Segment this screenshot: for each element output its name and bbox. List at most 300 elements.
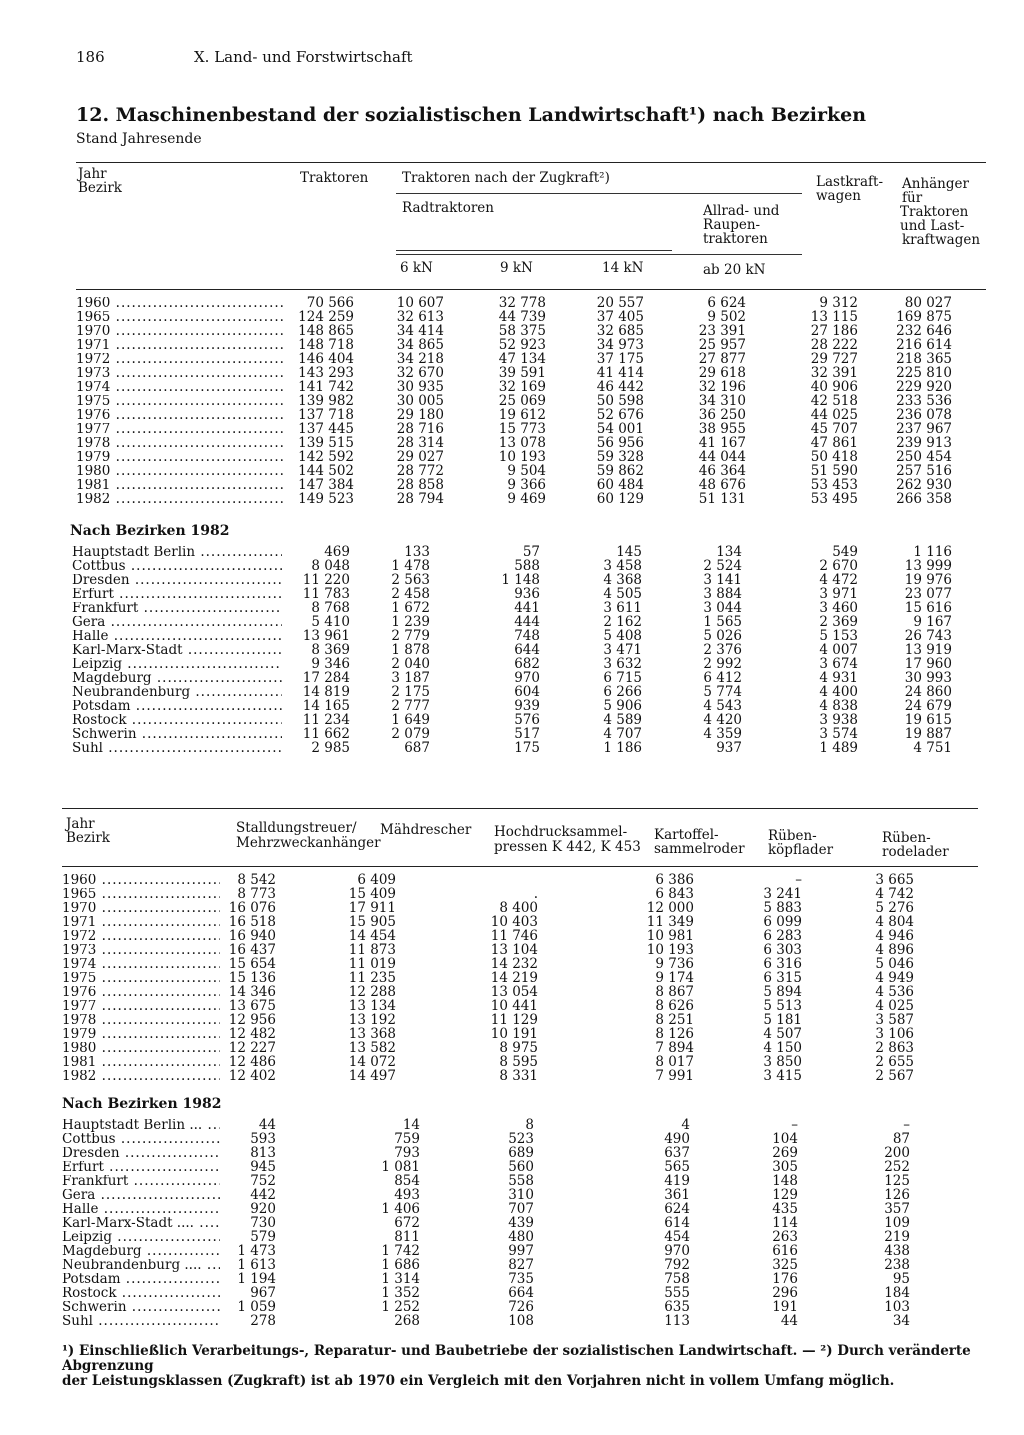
cell: 296 — [772, 1285, 798, 1301]
cell: 748 — [514, 628, 540, 644]
cell: 11 220 — [302, 572, 350, 588]
cell: 635 — [664, 1299, 690, 1315]
cell: 46 364 — [698, 463, 746, 479]
cell: 34 414 — [396, 323, 444, 339]
cell: 4 949 — [875, 970, 914, 986]
cell: 70 566 — [306, 295, 354, 311]
cell: 6 386 — [655, 872, 694, 888]
cell: 8 975 — [499, 1040, 538, 1056]
cell: 945 — [250, 1159, 276, 1175]
cell: 1 649 — [391, 712, 430, 728]
cell: 6 266 — [603, 684, 642, 700]
cell: 305 — [772, 1159, 798, 1175]
cell: 239 913 — [896, 435, 952, 451]
t1-head-bezirk: Bezirk — [78, 180, 122, 196]
cell: 32 196 — [698, 379, 746, 395]
cell: 8 — [525, 1117, 534, 1133]
t2-head-rr1: Rüben- — [882, 830, 931, 846]
cell: 435 — [772, 1201, 798, 1217]
cell: 1 613 — [237, 1257, 276, 1273]
cell: 4 359 — [703, 726, 742, 742]
cell: 8 048 — [311, 558, 350, 574]
cell: 59 862 — [596, 463, 644, 479]
cell: 672 — [394, 1215, 420, 1231]
cell: 1 742 — [381, 1243, 420, 1259]
cell: 143 293 — [298, 365, 354, 381]
cell: 129 — [772, 1187, 798, 1203]
cell: 8 017 — [655, 1054, 694, 1070]
row-label: 1975 ..... — [76, 395, 286, 408]
row-label: Gera ..... — [62, 1189, 220, 1202]
cell: 967 — [250, 1285, 276, 1301]
cell: 1 878 — [391, 642, 430, 658]
table-row — [0, 658, 1024, 671]
cell: 30 935 — [396, 379, 444, 395]
cell: 565 — [664, 1159, 690, 1175]
cell: 1 473 — [237, 1243, 276, 1259]
cell: 87 — [892, 1131, 910, 1147]
row-label: Schwerin ..... — [62, 1301, 220, 1314]
cell: 25 957 — [698, 337, 746, 353]
table-row — [0, 588, 1024, 601]
cell: 1 081 — [381, 1159, 420, 1175]
row-label: 1972 ..... — [76, 353, 286, 366]
cell: 8 542 — [237, 872, 276, 888]
cell: 604 — [514, 684, 540, 700]
cell: 263 — [772, 1229, 798, 1245]
table2-header-rule — [62, 866, 978, 867]
cell: 11 783 — [302, 586, 350, 602]
cell: 3 415 — [763, 1068, 802, 1084]
cell: 16 437 — [228, 942, 276, 958]
cell: 13 961 — [302, 628, 350, 644]
cell: 644 — [514, 642, 540, 658]
cell: 10 193 — [498, 449, 546, 465]
cell: 11 873 — [348, 942, 396, 958]
cell: 11 019 — [348, 956, 396, 972]
table-row — [0, 546, 1024, 559]
t1-head-6kn: 6 kN — [400, 260, 433, 276]
cell: 30 993 — [904, 670, 952, 686]
row-label: Karl-Marx-Stadt .... ..... — [62, 1217, 220, 1230]
cell: 4 368 — [603, 572, 642, 588]
cell: 28 794 — [396, 491, 444, 507]
cell: 17 911 — [348, 900, 396, 916]
t1-head-20kn: ab 20 kN — [703, 262, 766, 278]
cell: 45 707 — [810, 421, 858, 437]
row-label: 1972 ..... — [62, 930, 220, 943]
cell: 19 976 — [904, 572, 952, 588]
cell: 52 923 — [498, 337, 546, 353]
cell: 3 471 — [603, 642, 642, 658]
row-label: Magdeburg ..... — [62, 1245, 220, 1258]
cell: 12 402 — [228, 1068, 276, 1084]
t2-head-kart1: Kartoffel- — [654, 827, 719, 843]
cell: 13 104 — [490, 942, 538, 958]
row-label: Neubrandenburg .... ..... — [62, 1259, 220, 1272]
cell: 3 611 — [603, 600, 642, 616]
cell: 176 — [772, 1271, 798, 1287]
cell: 8 126 — [655, 1026, 694, 1042]
t2-head-hoch2: pressen K 442, K 453 — [494, 839, 641, 855]
cell: 56 956 — [596, 435, 644, 451]
cell: 27 877 — [698, 351, 746, 367]
cell: 3 574 — [819, 726, 858, 742]
cell: 10 403 — [490, 914, 538, 930]
cell: 28 222 — [810, 337, 858, 353]
cell: 11 234 — [302, 712, 350, 728]
cell: 1 478 — [391, 558, 430, 574]
cell: 14 346 — [228, 984, 276, 1000]
cell: 25 069 — [498, 393, 546, 409]
cell: 7 894 — [655, 1040, 694, 1056]
cell: 13 134 — [348, 998, 396, 1014]
cell: 4 150 — [763, 1040, 802, 1056]
cell: 2 376 — [703, 642, 742, 658]
cell: 32 391 — [810, 365, 858, 381]
table-row — [0, 714, 1024, 727]
cell: 1 116 — [913, 544, 952, 560]
t1-head-anh4: und Last- — [900, 218, 965, 234]
cell: 438 — [884, 1243, 910, 1259]
cell: 28 858 — [396, 477, 444, 493]
cell: 8 626 — [655, 998, 694, 1014]
cell: 3 106 — [875, 1026, 914, 1042]
cell: 490 — [664, 1131, 690, 1147]
cell: 4 505 — [603, 586, 642, 602]
cell: 730 — [250, 1215, 276, 1231]
cell: 939 — [514, 698, 540, 714]
cell: 12 000 — [646, 900, 694, 916]
cell: 792 — [664, 1257, 690, 1273]
cell: 13 999 — [904, 558, 952, 574]
cell: 588 — [514, 558, 540, 574]
row-label: Leipzig ..... — [62, 1231, 220, 1244]
cell: 28 314 — [396, 435, 444, 451]
cell: 4 507 — [763, 1026, 802, 1042]
cell: 146 404 — [298, 351, 354, 367]
cell: 16 940 — [228, 928, 276, 944]
table-row — [0, 574, 1024, 587]
cell: 1 194 — [237, 1271, 276, 1287]
cell: 80 027 — [904, 295, 952, 311]
cell: 148 865 — [298, 323, 354, 339]
cell: 36 250 — [698, 407, 746, 423]
cell: 3 850 — [763, 1054, 802, 1070]
cell: 15 616 — [904, 600, 952, 616]
cell: 233 536 — [896, 393, 952, 409]
cell: 2 779 — [391, 628, 430, 644]
cell: 558 — [508, 1173, 534, 1189]
cell: 14 — [402, 1117, 420, 1133]
row-label: 1981 ..... — [62, 1056, 220, 1069]
t1-head-allrad: Allrad- und — [703, 203, 780, 219]
row-label: 1982 ..... — [62, 1070, 220, 1083]
cell: 444 — [514, 614, 540, 630]
cell: 13 919 — [904, 642, 952, 658]
row-label: 1970 ..... — [76, 325, 286, 338]
cell: 1 672 — [391, 600, 430, 616]
cell: 813 — [250, 1145, 276, 1161]
cell: 236 078 — [896, 407, 952, 423]
cell: 34 865 — [396, 337, 444, 353]
t1-head-raupen: Raupen- — [703, 217, 761, 233]
cell: 1 148 — [501, 572, 540, 588]
table-subtitle: Stand Jahresende — [76, 131, 202, 147]
row-label: Erfurt ..... — [72, 588, 282, 601]
row-label: Frankfurt ..... — [72, 602, 282, 615]
t1-head-traktoren: Traktoren — [300, 170, 369, 186]
cell: 5 026 — [703, 628, 742, 644]
cell: 141 742 — [298, 379, 354, 395]
cell: 109 — [884, 1215, 910, 1231]
row-label: Erfurt ..... — [62, 1161, 220, 1174]
cell: 3 587 — [875, 1012, 914, 1028]
cell: 4 007 — [819, 642, 858, 658]
cell: 5 408 — [603, 628, 642, 644]
row-label: 1978 ..... — [62, 1014, 220, 1027]
table-row — [0, 602, 1024, 615]
cell: 269 — [772, 1145, 798, 1161]
cell: 6 624 — [707, 295, 746, 311]
cell: 9 366 — [507, 477, 546, 493]
cell: 14 219 — [490, 970, 538, 986]
cell: 175 — [514, 740, 540, 756]
cell: 11 235 — [348, 970, 396, 986]
cell: 218 365 — [896, 351, 952, 367]
cell: 664 — [508, 1285, 534, 1301]
cell: 441 — [514, 600, 540, 616]
cell: 1 239 — [391, 614, 430, 630]
cell: 148 718 — [298, 337, 354, 353]
cell: 4 896 — [875, 942, 914, 958]
row-label: Hauptstadt Berlin ... ..... — [62, 1119, 220, 1132]
cell: 997 — [508, 1243, 534, 1259]
cell: 44 — [258, 1117, 276, 1133]
cell: 53 495 — [810, 491, 858, 507]
t1-head-lkw2: wagen — [816, 188, 861, 204]
t2-head-bezirk: Bezirk — [66, 830, 110, 846]
cell: 8 867 — [655, 984, 694, 1000]
row-label: Potsdam ..... — [72, 700, 282, 713]
row-label: Dresden ..... — [72, 574, 282, 587]
cell: 854 — [394, 1173, 420, 1189]
cell: 15 773 — [498, 421, 546, 437]
cell: 4 589 — [603, 712, 642, 728]
t1-head-9kn: 9 kN — [500, 260, 533, 276]
cell: 39 591 — [498, 365, 546, 381]
cell: 5 153 — [819, 628, 858, 644]
cell: 8 768 — [311, 600, 350, 616]
cell: 13 054 — [490, 984, 538, 1000]
cell: 4 838 — [819, 698, 858, 714]
running-header — [76, 48, 413, 66]
cell: 32 685 — [596, 323, 644, 339]
cell: 113 — [664, 1313, 690, 1329]
cell: 6 412 — [703, 670, 742, 686]
cell: 707 — [508, 1201, 534, 1217]
cell: 34 218 — [396, 351, 444, 367]
cell: 9 469 — [507, 491, 546, 507]
row-label: Potsdam ..... — [62, 1273, 220, 1286]
cell: . — [533, 886, 538, 902]
cell: 6 843 — [655, 886, 694, 902]
row-label: 1976 ..... — [62, 986, 220, 999]
cell: 14 072 — [348, 1054, 396, 1070]
cell: 1 314 — [381, 1271, 420, 1287]
cell: 5 774 — [703, 684, 742, 700]
cell: 5 410 — [311, 614, 350, 630]
cell: 576 — [514, 712, 540, 728]
cell: 30 005 — [396, 393, 444, 409]
cell: 1 186 — [603, 740, 642, 756]
t2-section-heading: Nach Bezirken 1982 — [62, 1096, 222, 1112]
cell: 169 875 — [896, 309, 952, 325]
cell: 52 676 — [596, 407, 644, 423]
cell: 2 567 — [875, 1068, 914, 1084]
cell: 48 676 — [698, 477, 746, 493]
cell: 28 716 — [396, 421, 444, 437]
cell: 13 078 — [498, 435, 546, 451]
t1-head-traktoren2: traktoren — [703, 231, 768, 247]
cell: 3 044 — [703, 600, 742, 616]
cell: 2 079 — [391, 726, 430, 742]
cell: 4 — [681, 1117, 690, 1133]
cell: 41 414 — [596, 365, 644, 381]
t1-head-anh3: Traktoren — [900, 204, 969, 220]
cell: 758 — [664, 1271, 690, 1287]
cell: 16 076 — [228, 900, 276, 916]
cell: 15 905 — [348, 914, 396, 930]
cell: 10 193 — [646, 942, 694, 958]
cell: 5 046 — [875, 956, 914, 972]
cell: 60 129 — [596, 491, 644, 507]
cell: 970 — [514, 670, 540, 686]
cell: 250 454 — [896, 449, 952, 465]
cell: 16 518 — [228, 914, 276, 930]
cell: 310 — [508, 1187, 534, 1203]
cell: 3 141 — [703, 572, 742, 588]
cell: 4 400 — [819, 684, 858, 700]
cell: 493 — [394, 1187, 420, 1203]
cell: 24 679 — [904, 698, 952, 714]
cell: 624 — [664, 1201, 690, 1217]
t2-head-maeh: Mähdrescher — [380, 822, 472, 838]
cell: 811 — [394, 1229, 420, 1245]
cell: 29 027 — [396, 449, 444, 465]
cell: 184 — [884, 1285, 910, 1301]
row-label: 1981 ..... — [76, 479, 286, 492]
cell: 95 — [892, 1271, 910, 1287]
cell: 920 — [250, 1201, 276, 1217]
chapter-title: X. Land- und Forstwirtschaft — [194, 48, 413, 66]
cell: 19 612 — [498, 407, 546, 423]
cell: 3 460 — [819, 600, 858, 616]
table-row — [0, 616, 1024, 629]
cell: 2 369 — [819, 614, 858, 630]
cell: 50 598 — [596, 393, 644, 409]
cell: 616 — [772, 1243, 798, 1259]
cell: 12 227 — [228, 1040, 276, 1056]
cell: 225 810 — [896, 365, 952, 381]
cell: 8 773 — [237, 886, 276, 902]
cell: 4 707 — [603, 726, 642, 742]
cell: 4 946 — [875, 928, 914, 944]
cell: 42 518 — [810, 393, 858, 409]
cell: – — [791, 1117, 798, 1133]
row-label: 1973 ..... — [76, 367, 286, 380]
cell: 14 497 — [348, 1068, 396, 1084]
cell: 148 — [772, 1173, 798, 1189]
table2-top-rule — [62, 808, 978, 809]
cell: 133 — [404, 544, 430, 560]
cell: 4 543 — [703, 698, 742, 714]
cell: 2 524 — [703, 558, 742, 574]
row-label: Leipzig ..... — [72, 658, 282, 671]
cell: 142 592 — [298, 449, 354, 465]
cell: 549 — [832, 544, 858, 560]
cell: 6 303 — [763, 942, 802, 958]
row-label: Dresden ..... — [62, 1147, 220, 1160]
footnote-line: ¹) Einschließlich Verarbeitungs-, Reparatur- und Baubetriebe der sozialistischen Landwirtschaft. — ²) Durch veränderte Abgrenzung — [62, 1343, 971, 1374]
cell: 20 557 — [596, 295, 644, 311]
cell: 5 276 — [875, 900, 914, 916]
cell: 10 191 — [490, 1026, 538, 1042]
cell: 2 985 — [311, 740, 350, 756]
cell: 54 001 — [596, 421, 644, 437]
cell: 11 349 — [646, 914, 694, 930]
t1-zugkraft-rule — [396, 193, 802, 194]
cell: 2 040 — [391, 656, 430, 672]
row-label: Cottbus ..... — [72, 560, 282, 573]
table-row — [0, 686, 1024, 699]
cell: 687 — [404, 740, 430, 756]
cell: 480 — [508, 1229, 534, 1245]
cell: 15 136 — [228, 970, 276, 986]
cell: 637 — [664, 1145, 690, 1161]
cell: 137 445 — [298, 421, 354, 437]
cell: 108 — [508, 1313, 534, 1329]
cell: 8 331 — [499, 1068, 538, 1084]
cell: 139 515 — [298, 435, 354, 451]
cell: 32 613 — [396, 309, 444, 325]
cell: 124 259 — [298, 309, 354, 325]
cell: 44 739 — [498, 309, 546, 325]
cell: 3 632 — [603, 656, 642, 672]
cell: 229 920 — [896, 379, 952, 395]
table-row — [0, 700, 1024, 713]
cell: 14 819 — [302, 684, 350, 700]
cell: 325 — [772, 1257, 798, 1273]
row-label: 1982 ..... — [76, 493, 286, 506]
row-label: Rostock ..... — [62, 1287, 220, 1300]
cell: 793 — [394, 1145, 420, 1161]
cell: 4 742 — [875, 886, 914, 902]
cell: 17 960 — [904, 656, 952, 672]
cell: 144 502 — [298, 463, 354, 479]
cell: 114 — [772, 1215, 798, 1231]
t1-head-14kn: 14 kN — [602, 260, 644, 276]
row-label: Suhl ..... — [62, 1315, 220, 1328]
cell: 9 167 — [913, 614, 952, 630]
cell: 8 369 — [311, 642, 350, 658]
cell: 682 — [514, 656, 540, 672]
cell: 523 — [508, 1131, 534, 1147]
row-label: 1975 ..... — [62, 972, 220, 985]
cell: 12 486 — [228, 1054, 276, 1070]
t2-head-rr2: rodelader — [882, 844, 949, 860]
row-label: 1971 ..... — [62, 916, 220, 929]
